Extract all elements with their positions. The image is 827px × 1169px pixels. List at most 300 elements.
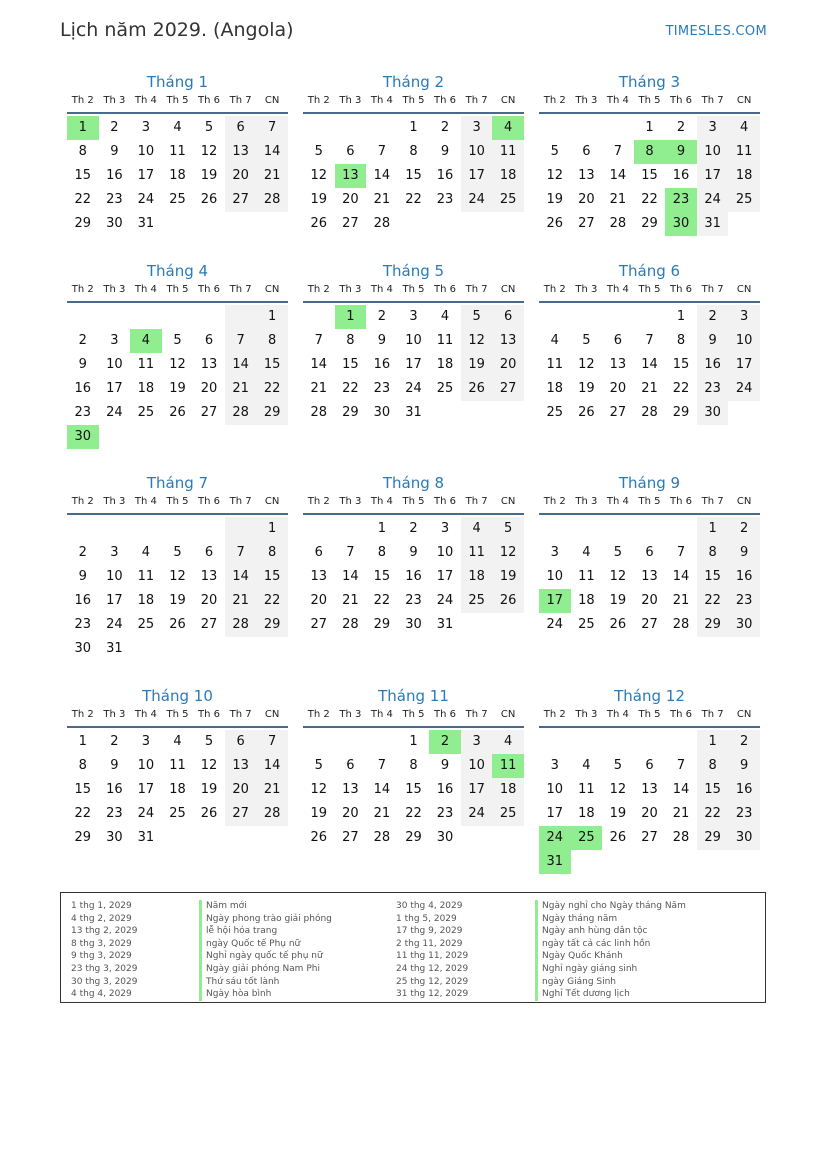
day-cell: 31 [539, 850, 571, 874]
month-name: Tháng 1 [146, 73, 209, 91]
day-cell: 5 [173, 333, 182, 348]
day-cell: 24 [461, 802, 493, 826]
day-cell: 2 [409, 521, 418, 536]
legend-date: 4 thg 2, 2029 [71, 913, 132, 924]
empty-cell [366, 116, 398, 140]
empty-cell [256, 212, 288, 236]
day-cell: 4 [173, 734, 182, 749]
empty-cell [571, 850, 603, 874]
day-cell: 4 [582, 545, 591, 560]
day-cell: 30 [373, 405, 391, 420]
day-cell: 4 [728, 116, 760, 140]
day-cell: 10 [405, 333, 422, 348]
day-cell: 29 [342, 405, 359, 420]
day-cell: 14 [672, 569, 690, 584]
weekday-header: Th 2 [543, 95, 566, 106]
day-cell: 26 [310, 216, 328, 231]
weekday-header: Th 2 [71, 709, 94, 720]
day-cell: 16 [728, 565, 760, 589]
day-cell: 5 [461, 305, 493, 329]
day-cell: 20 [342, 192, 359, 207]
day-cell: 21 [310, 381, 328, 396]
weekday-header: Th 7 [465, 95, 488, 106]
empty-cell [130, 305, 162, 329]
site-link[interactable]: TIMESLES.COM [665, 24, 767, 39]
day-cell: 28 [256, 188, 288, 212]
day-cell: 1 [67, 116, 99, 140]
day-cell: 19 [492, 565, 524, 589]
day-cell: 29 [697, 613, 729, 637]
weekday-header: Th 2 [307, 709, 330, 720]
day-cell: 17 [436, 569, 454, 584]
day-cell: 20 [225, 164, 257, 188]
day-cell: 20 [641, 806, 658, 821]
legend-col-names-1 [199, 900, 332, 1001]
day-cell: 3 [550, 545, 559, 560]
day-cell: 3 [697, 116, 729, 140]
day-cell: 11 [578, 782, 595, 797]
day-cell: 22 [74, 192, 92, 207]
weekday-header: Th 6 [198, 709, 221, 720]
weekday-header: Th 4 [134, 284, 157, 295]
day-cell: 13 [609, 357, 627, 372]
day-cell: 18 [546, 381, 564, 396]
day-cell: 6 [204, 333, 214, 348]
legend-holiday-name: Nghỉ ngày giáng sinh [535, 963, 686, 976]
day-cell: 11 [169, 758, 186, 773]
day-cell: 17 [137, 782, 155, 797]
month-name: Tháng 8 [382, 474, 445, 492]
empty-cell [193, 305, 225, 329]
day-cell: 27 [578, 216, 595, 231]
legend-date: 2 thg 11, 2029 [396, 938, 463, 949]
legend-date: 1 thg 1, 2029 [71, 901, 132, 911]
empty-cell [99, 305, 131, 329]
day-cell: 20 [200, 593, 218, 608]
legend-date: 24 thg 12, 2029 [396, 963, 469, 974]
day-cell: 8 [409, 758, 418, 773]
empty-cell [571, 730, 603, 754]
day-cell: 23 [665, 188, 697, 212]
weekday-header: Th 7 [465, 284, 488, 295]
day-cell: 20 [225, 778, 257, 802]
empty-cell [634, 305, 666, 329]
day-cell: 29 [256, 613, 288, 637]
weekday-header: Th 7 [229, 95, 252, 106]
legend-date: 17 thg 9, 2029 [396, 926, 463, 937]
weekday-header: Th 4 [606, 496, 629, 507]
day-cell: 21 [342, 593, 359, 608]
day-cell: 24 [106, 617, 123, 632]
day-cell: 21 [373, 806, 391, 821]
day-cell: 28 [373, 830, 391, 845]
day-cell: 7 [314, 333, 323, 348]
empty-cell [225, 425, 257, 449]
day-cell: 24 [461, 188, 493, 212]
day-cell: 5 [204, 734, 214, 749]
day-cell: 1 [409, 734, 418, 749]
weekday-header: Th 7 [701, 496, 724, 507]
day-cell: 1 [409, 120, 418, 135]
day-cell: 28 [225, 401, 257, 425]
day-cell: 25 [461, 589, 493, 613]
legend-col-dates-1 [71, 900, 137, 1001]
empty-cell [697, 850, 729, 874]
legend-date: 11 thg 11, 2029 [396, 951, 469, 962]
month-name: Tháng 4 [146, 262, 209, 280]
day-cell: 8 [346, 333, 355, 348]
day-cell: 12 [169, 569, 186, 584]
day-cell: 22 [697, 589, 729, 613]
day-cell: 29 [641, 216, 658, 231]
day-cell: 1 [377, 521, 387, 536]
month-3 [539, 72, 760, 236]
day-cell: 28 [672, 830, 690, 845]
weekday-header: Th 4 [606, 709, 629, 720]
day-cell: 15 [697, 778, 729, 802]
day-cell: 19 [200, 782, 218, 797]
day-cell: 14 [672, 782, 690, 797]
day-cell: 25 [578, 617, 595, 632]
legend-holiday-name: ngày tất cả các linh hồn [535, 938, 686, 951]
day-cell: 13 [200, 569, 218, 584]
weekday-header: Th 6 [670, 496, 693, 507]
day-cell: 31 [405, 405, 422, 420]
empty-cell [225, 212, 257, 236]
day-cell: 24 [405, 381, 422, 396]
day-cell: 5 [314, 758, 323, 773]
day-cell: 11 [436, 333, 454, 348]
day-cell: 22 [74, 806, 92, 821]
day-cell: 24 [728, 377, 760, 401]
day-cell: 11 [492, 140, 524, 164]
day-cell: 14 [373, 168, 391, 183]
day-cell: 19 [310, 192, 328, 207]
empty-cell [634, 517, 666, 541]
weekday-header: Th 6 [198, 95, 221, 106]
empty-cell [492, 826, 524, 850]
day-cell: 23 [405, 593, 422, 608]
weekday-header: Th 2 [71, 284, 94, 295]
day-cell: 6 [225, 730, 257, 754]
weekday-header: Th 5 [638, 284, 661, 295]
legend-holiday-name: ngày Quốc tế Phụ nữ [199, 938, 332, 951]
day-cell: 19 [200, 168, 218, 183]
day-cell: 8 [697, 754, 729, 778]
weekday-header: Th 3 [575, 284, 598, 295]
day-cell: 23 [74, 405, 92, 420]
day-cell: 3 [141, 734, 151, 749]
day-cell: 10 [546, 569, 564, 584]
weekday-header: CN [500, 709, 516, 720]
empty-cell [193, 826, 225, 850]
day-cell: 24 [137, 192, 155, 207]
month-2 [303, 72, 524, 236]
day-cell: 12 [546, 168, 564, 183]
legend-holiday-name: Thứ sáu tốt lành [199, 976, 332, 989]
day-cell: 13 [641, 782, 658, 797]
day-cell: 25 [728, 188, 760, 212]
day-cell: 18 [728, 164, 760, 188]
day-cell: 13 [225, 754, 257, 778]
weekday-header: Th 4 [370, 709, 393, 720]
empty-cell [256, 637, 288, 661]
weekday-header: Th 4 [134, 95, 157, 106]
weekday-header: CN [736, 496, 752, 507]
empty-cell [492, 613, 524, 637]
empty-cell [728, 401, 760, 425]
day-cell: 8 [697, 541, 729, 565]
day-cell: 2 [728, 730, 760, 754]
empty-cell [602, 730, 634, 754]
day-cell: 5 [550, 144, 559, 159]
day-cell: 16 [697, 353, 729, 377]
day-cell: 2 [676, 120, 686, 135]
day-cell: 10 [137, 758, 155, 773]
empty-cell [225, 637, 257, 661]
day-cell: 14 [256, 754, 288, 778]
empty-cell [99, 517, 131, 541]
day-cell: 25 [137, 405, 155, 420]
weekday-header: Th 4 [370, 95, 393, 106]
day-cell: 1 [256, 305, 288, 329]
legend-date: 30 thg 4, 2029 [396, 901, 463, 911]
empty-cell [398, 212, 430, 236]
day-cell: 27 [310, 617, 328, 632]
day-cell: 7 [377, 144, 387, 159]
weekday-header: Th 7 [465, 496, 488, 507]
day-cell: 26 [461, 377, 493, 401]
legend-date: 4 thg 4, 2029 [71, 989, 132, 1000]
day-cell: 17 [461, 778, 493, 802]
day-cell: 17 [137, 168, 155, 183]
day-cell: 11 [137, 569, 155, 584]
month-name: Tháng 3 [618, 73, 681, 91]
day-cell: 24 [539, 826, 571, 850]
day-cell: 15 [697, 565, 729, 589]
weekday-header: Th 6 [434, 284, 457, 295]
weekday-header: Th 3 [339, 95, 362, 106]
day-cell: 28 [672, 617, 690, 632]
weekday-header: Th 5 [402, 95, 425, 106]
day-cell: 18 [169, 782, 186, 797]
day-cell: 21 [672, 806, 690, 821]
empty-cell [492, 401, 524, 425]
day-cell: 15 [641, 168, 658, 183]
day-cell: 8 [256, 541, 288, 565]
day-cell: 13 [200, 357, 218, 372]
day-cell: 10 [461, 754, 493, 778]
day-cell: 30 [67, 425, 99, 449]
day-cell: 18 [492, 778, 524, 802]
legend-holiday-name: Ngày hòa bình [199, 988, 332, 1001]
empty-cell [461, 826, 493, 850]
day-cell: 5 [314, 144, 323, 159]
day-cell: 5 [613, 758, 623, 773]
legend-date: 9 thg 3, 2029 [71, 951, 132, 962]
weekday-header: Th 5 [402, 496, 425, 507]
day-cell: 11 [728, 140, 760, 164]
day-cell: 6 [346, 144, 355, 159]
day-cell: 18 [578, 806, 595, 821]
day-cell: 23 [106, 192, 123, 207]
weekday-header: Th 6 [670, 709, 693, 720]
day-cell: 22 [641, 192, 658, 207]
day-cell: 1 [78, 734, 87, 749]
weekday-header: Th 2 [307, 95, 330, 106]
day-cell: 9 [728, 754, 760, 778]
day-cell: 5 [204, 120, 214, 135]
day-cell: 27 [641, 830, 658, 845]
empty-cell [602, 116, 634, 140]
month-5 [303, 261, 524, 425]
day-cell: 10 [137, 144, 155, 159]
weekday-header: CN [736, 284, 752, 295]
legend-holiday-name: Nghỉ Tết dương lịch [535, 988, 686, 1001]
day-cell: 12 [461, 329, 493, 353]
empty-cell [162, 517, 194, 541]
day-cell: 26 [492, 589, 524, 613]
empty-cell [303, 730, 335, 754]
empty-cell [193, 517, 225, 541]
empty-cell [571, 517, 603, 541]
weekday-header: Th 2 [307, 284, 330, 295]
day-cell: 14 [310, 357, 328, 372]
day-cell: 2 [697, 305, 729, 329]
day-cell: 7 [613, 144, 623, 159]
empty-cell [335, 730, 367, 754]
day-cell: 8 [634, 140, 666, 164]
day-cell: 11 [492, 754, 524, 778]
weekday-header: Th 2 [543, 709, 566, 720]
day-cell: 7 [225, 329, 257, 353]
day-cell: 7 [256, 116, 288, 140]
day-cell: 26 [609, 617, 627, 632]
day-cell: 4 [173, 120, 182, 135]
day-cell: 12 [578, 357, 595, 372]
legend-date: 25 thg 12, 2029 [396, 976, 469, 987]
empty-cell [130, 517, 162, 541]
day-cell: 23 [436, 806, 454, 821]
day-cell: 9 [78, 569, 87, 584]
day-cell: 3 [728, 305, 760, 329]
day-cell: 23 [697, 377, 729, 401]
day-cell: 18 [436, 357, 454, 372]
day-cell: 21 [672, 593, 690, 608]
day-cell: 10 [106, 569, 123, 584]
day-cell: 28 [256, 802, 288, 826]
day-cell: 5 [173, 545, 182, 560]
weekday-header: CN [736, 709, 752, 720]
empty-cell [492, 212, 524, 236]
month-11 [303, 686, 524, 850]
legend-holiday-name: Ngày phong trào giải phóng [199, 913, 332, 926]
day-cell: 22 [672, 381, 690, 396]
month-4 [67, 261, 288, 449]
weekday-header: Th 6 [434, 709, 457, 720]
day-cell: 21 [256, 164, 288, 188]
day-cell: 15 [405, 782, 422, 797]
day-cell: 7 [676, 545, 686, 560]
day-cell: 6 [492, 305, 524, 329]
day-cell: 6 [645, 758, 654, 773]
weekday-header: Th 5 [402, 709, 425, 720]
day-cell: 18 [137, 593, 155, 608]
day-cell: 14 [373, 782, 391, 797]
month-name: Tháng 11 [378, 687, 449, 705]
day-cell: 5 [492, 517, 524, 541]
day-cell: 29 [697, 826, 729, 850]
day-cell: 24 [697, 188, 729, 212]
day-cell: 29 [74, 216, 92, 231]
day-cell: 16 [436, 782, 454, 797]
day-cell: 15 [672, 357, 690, 372]
empty-cell [225, 305, 257, 329]
day-cell: 25 [546, 405, 564, 420]
day-cell: 29 [672, 405, 690, 420]
empty-cell [193, 637, 225, 661]
day-cell: 27 [609, 405, 627, 420]
day-cell: 28 [225, 613, 257, 637]
day-cell: 8 [256, 329, 288, 353]
month-name: Tháng 12 [614, 687, 685, 705]
empty-cell [571, 116, 603, 140]
day-cell: 26 [310, 830, 328, 845]
day-cell: 3 [409, 309, 418, 324]
day-cell: 23 [728, 589, 760, 613]
legend-holiday-name: Ngày nghỉ cho Ngày tháng Năm [535, 900, 686, 913]
day-cell: 12 [200, 144, 218, 159]
day-cell: 20 [492, 353, 524, 377]
empty-cell [602, 517, 634, 541]
empty-cell [571, 305, 603, 329]
day-cell: 18 [578, 593, 595, 608]
day-cell: 23 [74, 617, 92, 632]
day-cell: 31 [436, 617, 454, 632]
day-cell: 2 [78, 333, 87, 348]
weekday-header: Th 4 [606, 284, 629, 295]
weekday-header: CN [500, 95, 516, 106]
day-cell: 19 [310, 806, 328, 821]
day-cell: 6 [346, 758, 355, 773]
day-cell: 31 [697, 212, 729, 236]
month-12 [539, 686, 760, 874]
day-cell: 1 [335, 305, 367, 329]
day-cell: 29 [405, 830, 422, 845]
day-cell: 16 [672, 168, 690, 183]
empty-cell [539, 517, 571, 541]
day-cell: 2 [377, 309, 387, 324]
weekday-header: Th 3 [575, 496, 598, 507]
weekday-header: Th 2 [543, 496, 566, 507]
empty-cell [461, 613, 493, 637]
day-cell: 9 [440, 758, 450, 773]
day-cell: 25 [571, 826, 603, 850]
empty-cell [539, 730, 571, 754]
empty-cell [429, 401, 461, 425]
month-name: Tháng 10 [142, 687, 213, 705]
day-cell: 10 [546, 782, 564, 797]
day-cell: 22 [256, 589, 288, 613]
weekday-header: Th 3 [575, 95, 598, 106]
day-cell: 25 [492, 188, 524, 212]
empty-cell [335, 517, 367, 541]
day-cell: 2 [110, 734, 119, 749]
day-cell: 30 [436, 830, 454, 845]
day-cell: 30 [106, 216, 123, 231]
day-cell: 12 [310, 168, 328, 183]
day-cell: 21 [373, 192, 391, 207]
